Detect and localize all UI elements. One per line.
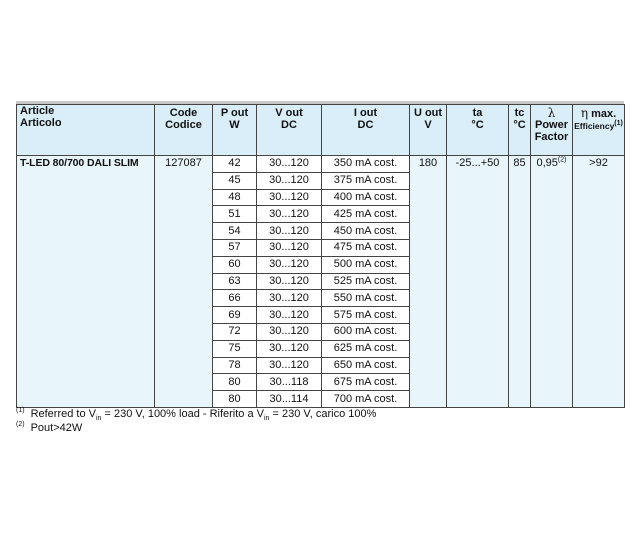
- vout-cell: 30...120: [257, 323, 322, 340]
- power-factor-note: (2): [557, 156, 567, 164]
- lambda-symbol: λ: [547, 106, 556, 120]
- pout-cell: 60: [213, 256, 257, 273]
- ta-cell: -25...+50: [447, 156, 509, 408]
- header-vout: [257, 105, 322, 156]
- vout-cell: 30...114: [257, 391, 322, 408]
- header-eff-line: [573, 120, 624, 132]
- spec-body: [17, 156, 625, 408]
- power-factor-cell: [531, 156, 573, 408]
- iout-cell: 525 mA cost.: [322, 273, 410, 290]
- header-eta-max: max.: [591, 108, 617, 120]
- iout-cell: 400 mA cost.: [322, 189, 410, 206]
- vout-cell: 30...120: [257, 206, 322, 223]
- header-code-en: Code: [169, 107, 198, 119]
- header-code-it: Codice: [165, 119, 202, 131]
- header-ta: [447, 105, 509, 156]
- pout-cell: 80: [213, 391, 257, 408]
- header-row: [17, 105, 625, 156]
- header-power-factor: [531, 105, 573, 156]
- iout-cell: 450 mA cost.: [322, 223, 410, 240]
- header-eff-label: Efficiency: [574, 121, 615, 131]
- header-ta-label: ta: [472, 107, 483, 119]
- iout-cell: 625 mA cost.: [322, 340, 410, 357]
- footnote-1: [16, 407, 376, 421]
- iout-cell: 350 mA cost.: [322, 156, 410, 173]
- header-pout-unit: W: [229, 119, 240, 131]
- header-pf-line1: Power: [534, 119, 568, 131]
- footnote-2: [16, 421, 376, 435]
- article-cell: T-LED 80/700 DALI SLIM: [17, 156, 155, 408]
- vout-cell: 30...120: [257, 239, 322, 256]
- vout-cell: 30...120: [257, 340, 322, 357]
- header-tc-unit: °C: [513, 119, 526, 131]
- header-efficiency: [573, 105, 625, 156]
- iout-cell: 425 mA cost.: [322, 206, 410, 223]
- header-uout: [410, 105, 447, 156]
- pout-cell: 63: [213, 273, 257, 290]
- table-row: [17, 156, 625, 173]
- pout-cell: 45: [213, 172, 257, 189]
- header-article-en: Article: [20, 105, 55, 117]
- header-article-it: Articolo: [20, 117, 62, 129]
- code-cell: 127087: [155, 156, 213, 408]
- vout-cell: 30...118: [257, 374, 322, 391]
- vout-cell: 30...120: [257, 290, 322, 307]
- vout-cell: 30...120: [257, 172, 322, 189]
- tc-cell: 85: [509, 156, 531, 408]
- iout-cell: 675 mA cost.: [322, 374, 410, 391]
- footnotes: [16, 407, 376, 435]
- iout-cell: 650 mA cost.: [322, 357, 410, 374]
- power-factor-value: 0,95: [536, 157, 558, 169]
- spec-table: [16, 104, 625, 408]
- footnote-1-sub-a: in: [95, 415, 102, 423]
- header-uout-label: U out: [413, 107, 443, 119]
- pout-cell: 80: [213, 374, 257, 391]
- iout-cell: 575 mA cost.: [322, 307, 410, 324]
- footnote-2-mark: (2): [16, 421, 25, 429]
- header-pf-line2: Factor: [534, 131, 569, 143]
- vout-cell: 30...120: [257, 307, 322, 324]
- footnote-2-text: Pout>42W: [30, 422, 83, 434]
- footnote-1-mark: (1): [16, 407, 25, 415]
- vout-cell: 30...120: [257, 273, 322, 290]
- header-iout: [322, 105, 410, 156]
- header-eta-line: [573, 107, 624, 120]
- iout-cell: 600 mA cost.: [322, 323, 410, 340]
- header-vout-unit: DC: [281, 119, 297, 131]
- pout-cell: 57: [213, 239, 257, 256]
- pout-cell: 72: [213, 323, 257, 340]
- header-iout-unit: DC: [357, 119, 374, 131]
- header-pout-label: P out: [220, 107, 249, 119]
- uout-cell: 180: [410, 156, 447, 408]
- header-eff-note: (1): [614, 120, 623, 128]
- vout-cell: 30...120: [257, 156, 322, 173]
- iout-cell: 550 mA cost.: [322, 290, 410, 307]
- vout-cell: 30...120: [257, 223, 322, 240]
- footnote-1-sub-b: in: [264, 415, 270, 423]
- header-uout-unit: V: [424, 119, 432, 131]
- pout-cell: 66: [213, 290, 257, 307]
- header-tc: [509, 105, 531, 156]
- pout-cell: 69: [213, 307, 257, 324]
- iout-cell: 500 mA cost.: [322, 256, 410, 273]
- footnote-1-part-b: = 230 V, 100% load - Riferito a V: [101, 408, 264, 420]
- pout-cell: 75: [213, 340, 257, 357]
- pout-cell: 54: [213, 223, 257, 240]
- vout-cell: 30...120: [257, 256, 322, 273]
- iout-cell: 700 mA cost.: [322, 391, 410, 408]
- pout-cell: 48: [213, 189, 257, 206]
- vout-cell: 30...120: [257, 357, 322, 374]
- eta-symbol: η: [580, 106, 589, 120]
- pout-cell: 42: [213, 156, 257, 173]
- pout-cell: 51: [213, 206, 257, 223]
- header-ta-unit: °C: [471, 119, 484, 131]
- header-iout-label: I out: [353, 107, 378, 119]
- footnote-1-part-c: = 230 V, carico 100%: [269, 408, 377, 420]
- iout-cell: 475 mA cost.: [322, 239, 410, 256]
- pout-cell: 78: [213, 357, 257, 374]
- header-pout: [213, 105, 257, 156]
- iout-cell: 375 mA cost.: [322, 172, 410, 189]
- header-article: [17, 105, 155, 156]
- header-tc-label: tc: [514, 107, 525, 119]
- efficiency-cell: >92: [573, 156, 625, 408]
- header-vout-label: V out: [275, 107, 303, 119]
- vout-cell: 30...120: [257, 189, 322, 206]
- header-code: [155, 105, 213, 156]
- footnote-1-part-a: Referred to V: [30, 408, 96, 420]
